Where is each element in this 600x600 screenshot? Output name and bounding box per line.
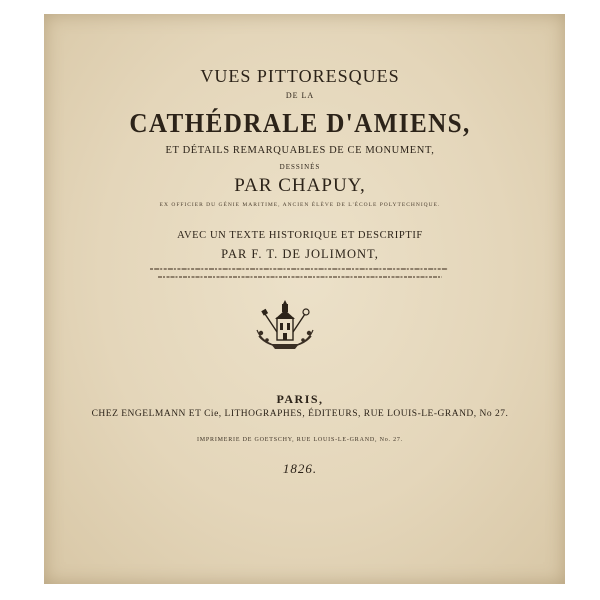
imprint-year: 1826.	[282, 461, 318, 476]
imprint-publisher: CHEZ ENGELMANN ET Cie, LITHOGRAPHES, ÉDITEURS, RUE LOUIS-LE-GRAND, No 27.	[91, 409, 509, 419]
drawn-by-name: PAR CHAPUY,	[234, 175, 366, 196]
imprint-printer: IMPRIMERIE DE GOETSCHY, RUE LOUIS-LE-GRAND, No. 27.	[196, 437, 404, 443]
illegible-fine-print-line-2	[0, 275, 600, 279]
title-line-1: VUES PITTORESQUES	[200, 66, 400, 86]
text-by-line-1: AVEC UN TEXTE HISTORIQUE ET DESCRIPTIF	[177, 230, 423, 241]
title-line-4: ET DÉTAILS REMARQUABLES DE CE MONUMENT,	[165, 145, 435, 156]
main-title: CATHÉDRALE D'AMIENS,	[129, 108, 471, 138]
drawn-by-credentials: EX OFFICIER DU GÉNIE MARITIME, ANCIEN ÉLÈVE DE L'ÉCOLE POLYTECHNIQUE.	[159, 202, 441, 208]
text-by-line-2: PAR F. T. DE JOLIMONT,	[221, 247, 379, 261]
imprint-city: PARIS,	[276, 392, 324, 406]
drawn-by-intro: DESSINÉS	[279, 163, 321, 171]
illegible-fine-print-line-1	[0, 267, 600, 271]
title-line-2: DE LA	[285, 91, 315, 100]
cathedral-emblem-icon	[253, 300, 317, 352]
